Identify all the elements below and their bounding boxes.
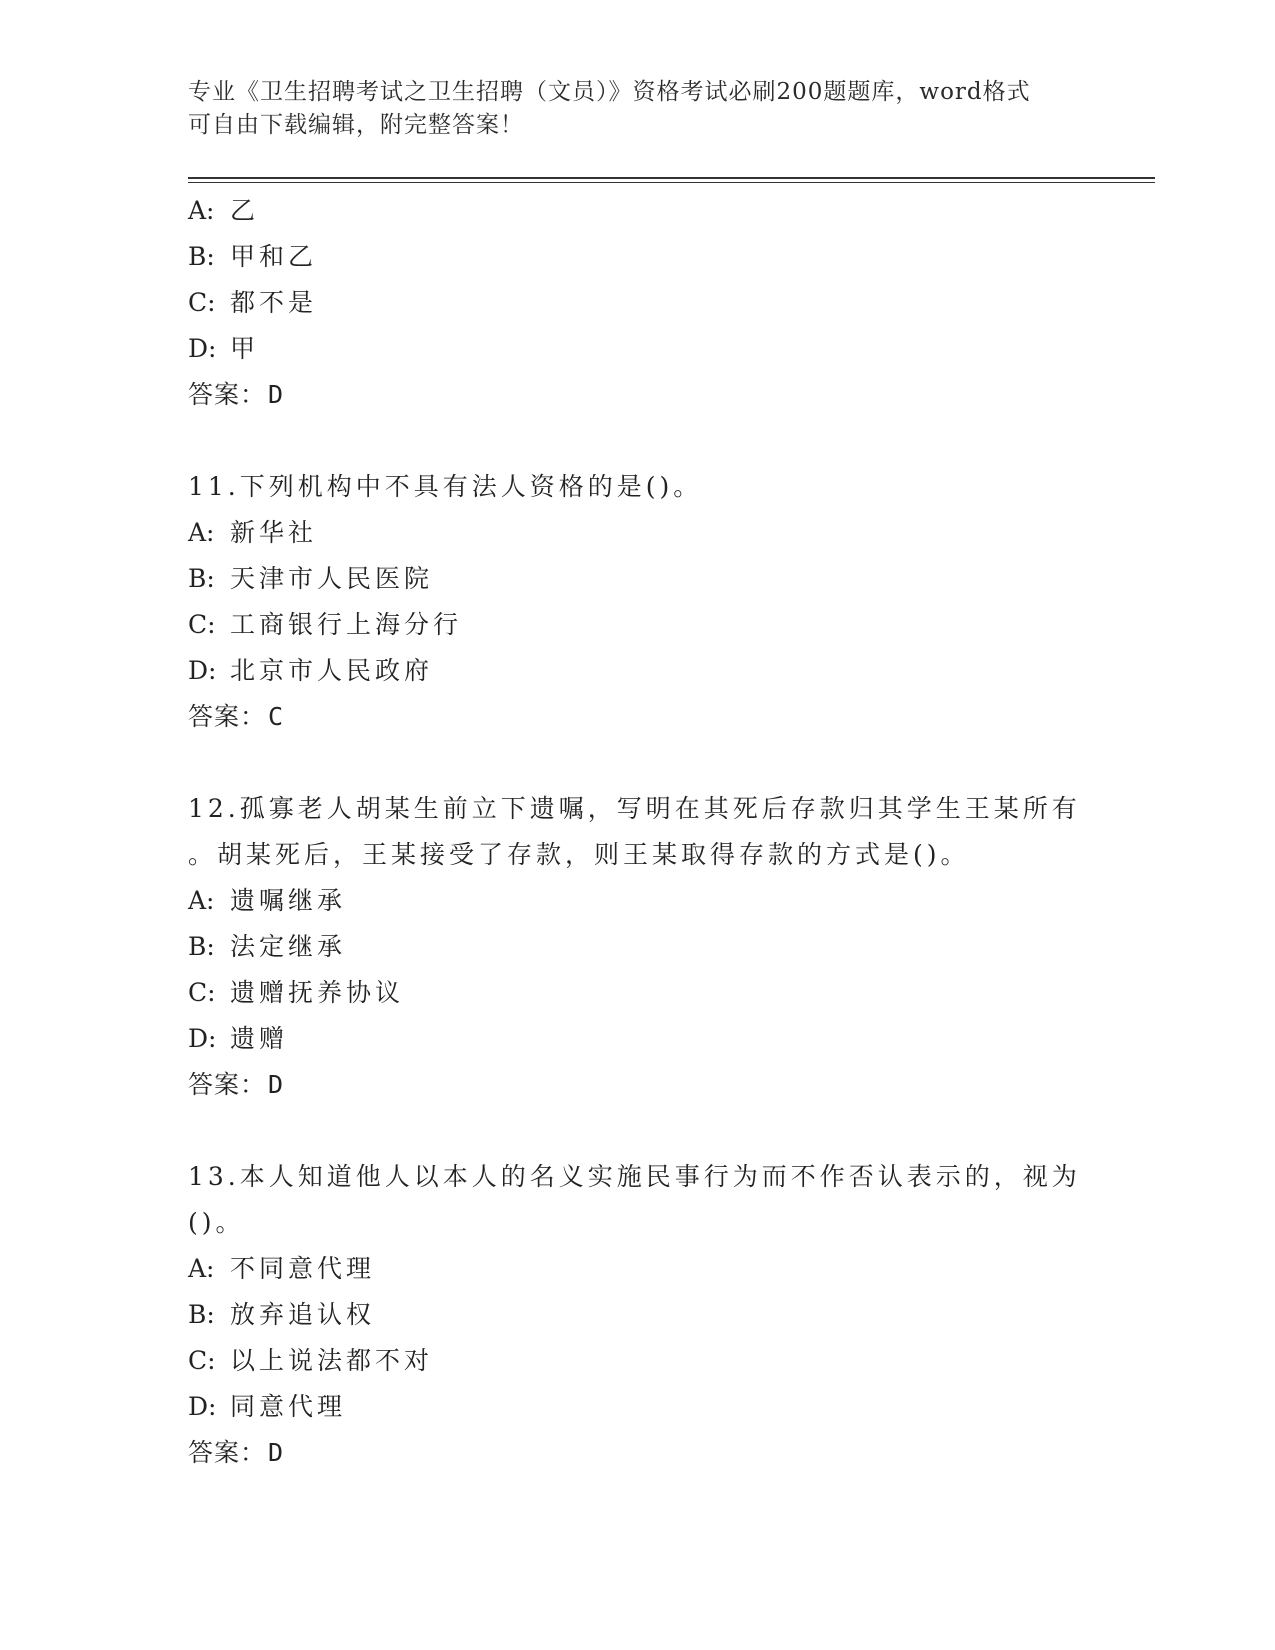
question-stem-line-1: 12.孤寡老人胡某生前立下遗嘱，写明在其死后存款归其学生王某所有: [188, 794, 1081, 823]
question-stem-line-1: 13.本人知道他人以本人的名义实施民事行为而不作否认表示的，视为: [188, 1162, 1081, 1191]
option-d: D: 甲: [188, 334, 260, 363]
option-d: D: 同意代理: [188, 1392, 347, 1421]
question-list: [188, 188, 1088, 1476]
answer-line: 答案：D: [188, 1438, 285, 1467]
document-header: [188, 76, 1068, 142]
question-stem-line-2: ()。: [188, 1208, 245, 1237]
option-d: D: 遗赠: [188, 1024, 289, 1053]
header-line-1: 专业《卫生招聘考试之卫生招聘（文员）》资格考试必刷200题题库，word格式: [188, 79, 1031, 105]
option-a: A: 不同意代理: [188, 1254, 376, 1283]
option-a: A: 遗嘱继承: [188, 886, 347, 915]
question-stem: 11.下列机构中不具有法人资格的是()。: [188, 472, 703, 501]
header-divider-thick: [188, 177, 1155, 179]
question-block-12: [188, 786, 1088, 1108]
answer-line: 答案：D: [188, 380, 285, 409]
question-block-13: [188, 1154, 1088, 1476]
option-c: C: 以上说法都不对: [188, 1346, 434, 1375]
option-c: C: 遗赠抚养协议: [188, 978, 405, 1007]
option-d: D: 北京市人民政府: [188, 656, 434, 685]
option-a: A: 新华社: [188, 518, 318, 547]
option-b: B: 天津市人民医院: [188, 564, 434, 593]
question-block-11: [188, 464, 1088, 740]
option-b: B: 放弃追认权: [188, 1300, 376, 1329]
header-divider-thin: [188, 182, 1155, 183]
spacer: [188, 1108, 1088, 1154]
spacer: [188, 418, 1088, 464]
question-stem: [188, 1154, 1088, 1246]
question-block-prev: [188, 188, 1088, 418]
option-c: C: 工商银行上海分行: [188, 610, 463, 639]
answer-line: 答案：D: [188, 1070, 285, 1099]
question-stem: [188, 786, 1088, 878]
question-stem-line-2: 。胡某死后，王某接受了存款，则王某取得存款的方式是()。: [188, 840, 970, 869]
header-line-2: 可自由下载编辑，附完整答案！: [188, 112, 524, 138]
answer-line: 答案：C: [188, 702, 285, 731]
option-b: B: 法定继承: [188, 932, 347, 961]
option-a: A: 乙: [188, 196, 260, 225]
spacer: [188, 740, 1088, 786]
option-c: C: 都不是: [188, 288, 318, 317]
option-b: B: 甲和乙: [188, 242, 318, 271]
